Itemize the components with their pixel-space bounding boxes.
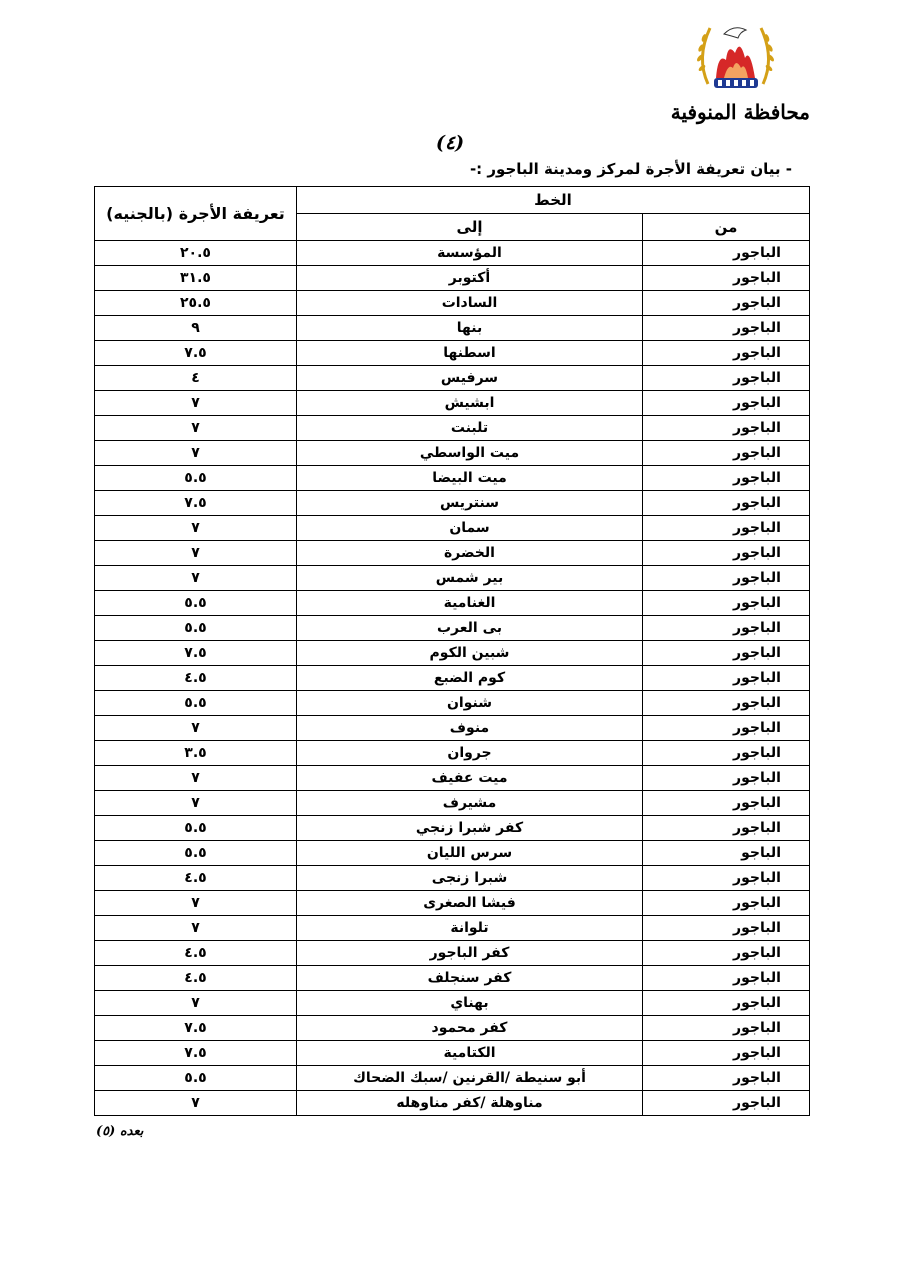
to-cell: كفر سنجلف — [297, 966, 643, 991]
fare-cell: ٥.٥ — [95, 816, 297, 841]
from-cell: الباجو — [643, 841, 810, 866]
from-cell: الباجور — [643, 941, 810, 966]
document-title: - بيان تعريفة الأجرة لمركز ومدينة الباجور :- — [469, 160, 792, 178]
from-cell: الباجور — [643, 316, 810, 341]
to-cell: شبرا زنجى — [297, 866, 643, 891]
fare-cell: ٤ — [95, 366, 297, 391]
fare-cell: ٤.٥ — [95, 666, 297, 691]
from-cell: الباجور — [643, 916, 810, 941]
from-cell: الباجور — [643, 966, 810, 991]
table-row — [95, 341, 810, 366]
from-cell: الباجور — [643, 691, 810, 716]
from-cell: الباجور — [643, 391, 810, 416]
to-cell: سمان — [297, 516, 643, 541]
fare-cell: ٥.٥ — [95, 466, 297, 491]
fare-cell: ٢٥.٥ — [95, 291, 297, 316]
fare-cell: ٧ — [95, 441, 297, 466]
table-row — [95, 916, 810, 941]
fare-cell: ٥.٥ — [95, 591, 297, 616]
to-cell: سرس الليان — [297, 841, 643, 866]
from-cell: الباجور — [643, 641, 810, 666]
to-cell: شبين الكوم — [297, 641, 643, 666]
table-row — [95, 366, 810, 391]
table-row — [95, 891, 810, 916]
from-cell: الباجور — [643, 266, 810, 291]
table-row — [95, 491, 810, 516]
fare-table — [94, 186, 810, 1116]
to-cell: ميت الواسطي — [297, 441, 643, 466]
from-cell: الباجور — [643, 716, 810, 741]
fare-cell: ٢٠.٥ — [95, 241, 297, 266]
to-cell: بير شمس — [297, 566, 643, 591]
from-cell: الباجور — [643, 291, 810, 316]
to-cell: ميت البيضا — [297, 466, 643, 491]
to-cell: مناوهلة /كفر مناوهله — [297, 1091, 643, 1116]
fare-cell: ٧ — [95, 791, 297, 816]
table-row — [95, 391, 810, 416]
from-cell: الباجور — [643, 516, 810, 541]
to-cell: جروان — [297, 741, 643, 766]
table-row — [95, 516, 810, 541]
table-row — [95, 766, 810, 791]
table-row — [95, 841, 810, 866]
fare-cell: ٧.٥ — [95, 1016, 297, 1041]
to-cell: أبو سنيطة /القرنين /سبك الضحاك — [297, 1066, 643, 1091]
table-row — [95, 866, 810, 891]
to-cell: الغنامية — [297, 591, 643, 616]
fare-cell: ٩ — [95, 316, 297, 341]
fare-cell: ٥.٥ — [95, 691, 297, 716]
to-cell: كفر محمود — [297, 1016, 643, 1041]
fare-cell: ٧ — [95, 716, 297, 741]
from-cell: الباجور — [643, 1041, 810, 1066]
to-cell: بهناي — [297, 991, 643, 1016]
to-cell: بى العرب — [297, 616, 643, 641]
to-cell: سرفيس — [297, 366, 643, 391]
to-cell: منوف — [297, 716, 643, 741]
from-cell: الباجور — [643, 791, 810, 816]
table-row — [95, 291, 810, 316]
table-row — [95, 1091, 810, 1116]
from-header: من — [643, 214, 810, 241]
table-row — [95, 241, 810, 266]
from-cell: الباجور — [643, 616, 810, 641]
table-row — [95, 666, 810, 691]
from-cell: الباجور — [643, 1066, 810, 1091]
fare-cell: ٧ — [95, 991, 297, 1016]
to-cell: المؤسسة — [297, 241, 643, 266]
fare-header: تعريفة الأجرة (بالجنيه) — [95, 187, 297, 241]
from-cell: الباجور — [643, 891, 810, 916]
fare-cell: ٧.٥ — [95, 641, 297, 666]
to-cell: شنوان — [297, 691, 643, 716]
to-cell: سنتريس — [297, 491, 643, 516]
table-row — [95, 541, 810, 566]
fare-cell: ٧ — [95, 516, 297, 541]
table-row — [95, 941, 810, 966]
from-cell: الباجور — [643, 241, 810, 266]
to-cell: كفر الباجور — [297, 941, 643, 966]
from-cell: الباجور — [643, 441, 810, 466]
from-cell: الباجور — [643, 991, 810, 1016]
table-row — [95, 716, 810, 741]
table-row — [95, 266, 810, 291]
table-row — [95, 591, 810, 616]
table-row — [95, 441, 810, 466]
from-cell: الباجور — [643, 416, 810, 441]
to-cell: تلبنت — [297, 416, 643, 441]
fare-cell: ٥.٥ — [95, 841, 297, 866]
from-cell: الباجور — [643, 591, 810, 616]
table-row — [95, 466, 810, 491]
fare-cell: ٧ — [95, 1091, 297, 1116]
table-row — [95, 816, 810, 841]
fare-cell: ٧ — [95, 566, 297, 591]
to-cell: كوم الضبع — [297, 666, 643, 691]
page-number: (٤) — [435, 132, 465, 154]
from-cell: الباجور — [643, 366, 810, 391]
fare-cell: ٧ — [95, 916, 297, 941]
fare-cell: ٧ — [95, 416, 297, 441]
table-row — [95, 691, 810, 716]
continued-note: بعده (٥) — [96, 1124, 144, 1139]
fare-cell: ٧ — [95, 766, 297, 791]
fare-cell: ٧.٥ — [95, 491, 297, 516]
from-cell: الباجور — [643, 1091, 810, 1116]
table-row — [95, 791, 810, 816]
to-cell: السادات — [297, 291, 643, 316]
table-row — [95, 616, 810, 641]
fare-cell: ٧ — [95, 391, 297, 416]
to-cell: الخضرة — [297, 541, 643, 566]
to-header: إلى — [297, 214, 643, 241]
from-cell: الباجور — [643, 541, 810, 566]
from-cell: الباجور — [643, 466, 810, 491]
fare-cell: ٥.٥ — [95, 616, 297, 641]
table-row — [95, 1041, 810, 1066]
organization-name: محافظة المنوفية — [670, 100, 810, 124]
to-cell: اسطنها — [297, 341, 643, 366]
fare-cell: ٧ — [95, 541, 297, 566]
table-row — [95, 416, 810, 441]
table-row — [95, 566, 810, 591]
from-cell: الباجور — [643, 766, 810, 791]
line-header: الخط — [297, 187, 810, 214]
from-cell: الباجور — [643, 741, 810, 766]
fare-cell: ٤.٥ — [95, 966, 297, 991]
to-cell: تلوانة — [297, 916, 643, 941]
fare-table-body — [95, 241, 810, 1116]
to-cell: بنها — [297, 316, 643, 341]
table-row — [95, 641, 810, 666]
table-row — [95, 1016, 810, 1041]
fare-cell: ٤.٥ — [95, 866, 297, 891]
fare-cell: ٧.٥ — [95, 341, 297, 366]
to-cell: فيشا الصغرى — [297, 891, 643, 916]
from-cell: الباجور — [643, 666, 810, 691]
fare-cell: ٣.٥ — [95, 741, 297, 766]
from-cell: الباجور — [643, 491, 810, 516]
table-row — [95, 1066, 810, 1091]
from-cell: الباجور — [643, 1016, 810, 1041]
fare-cell: ٧.٥ — [95, 1041, 297, 1066]
from-cell: الباجور — [643, 866, 810, 891]
to-cell: أكتوبر — [297, 266, 643, 291]
from-cell: الباجور — [643, 816, 810, 841]
table-row — [95, 991, 810, 1016]
from-cell: الباجور — [643, 341, 810, 366]
from-cell: الباجور — [643, 566, 810, 591]
fare-cell: ٧ — [95, 891, 297, 916]
table-row — [95, 966, 810, 991]
fare-cell: ٥.٥ — [95, 1066, 297, 1091]
fare-cell: ٣١.٥ — [95, 266, 297, 291]
fare-cell: ٤.٥ — [95, 941, 297, 966]
to-cell: ابشيش — [297, 391, 643, 416]
to-cell: مشيرف — [297, 791, 643, 816]
governorate-emblem-icon — [688, 18, 783, 90]
to-cell: كفر شبرا زنجي — [297, 816, 643, 841]
to-cell: ميت عفيف — [297, 766, 643, 791]
to-cell: الكتامية — [297, 1041, 643, 1066]
table-row — [95, 316, 810, 341]
table-row — [95, 741, 810, 766]
